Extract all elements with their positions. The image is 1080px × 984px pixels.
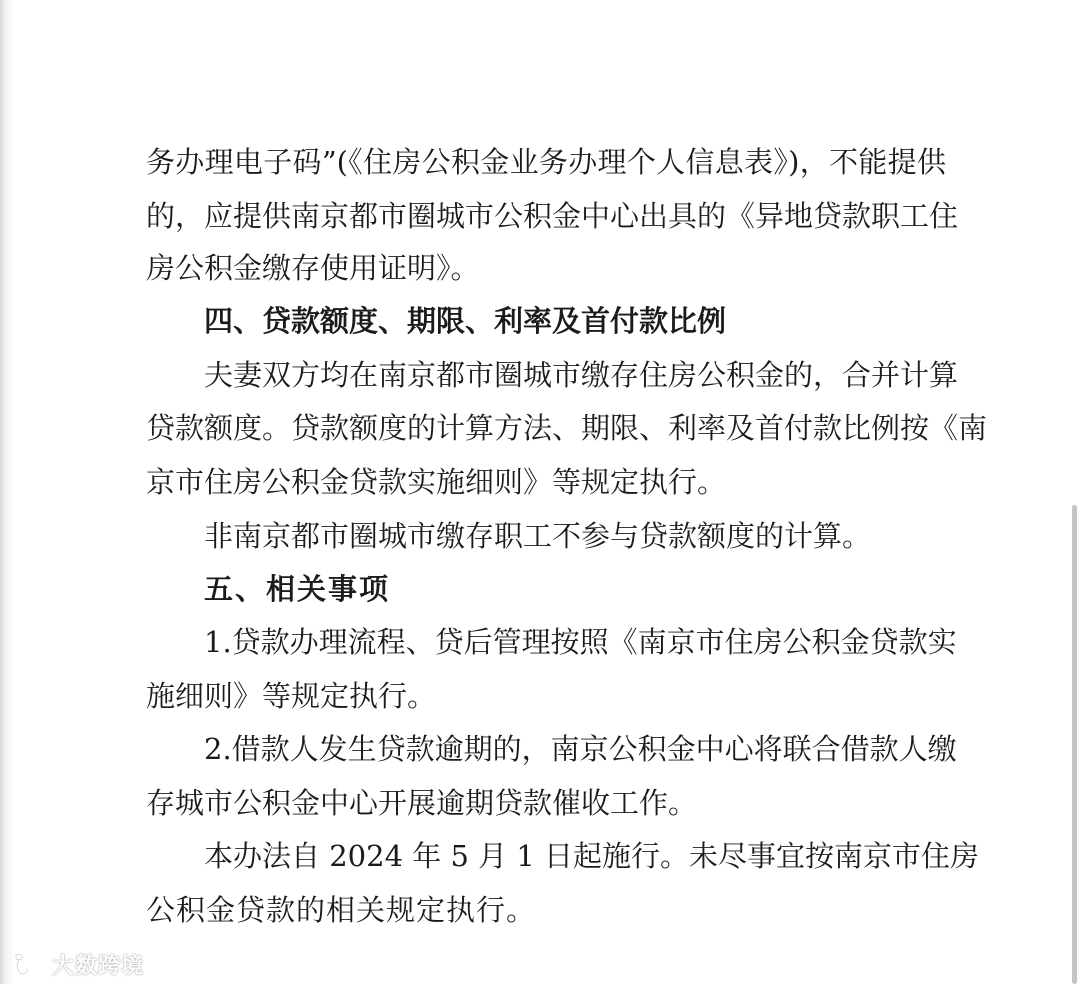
vertical-scrollbar[interactable] — [1072, 505, 1077, 984]
body-line: 务办理电子码”(《住房公积金业务办理个人信息表》)，不能提供 — [146, 145, 946, 179]
body-line: 贷款额度。贷款额度的计算方法、期限、利率及首付款比例按《南 — [146, 411, 988, 445]
body-line: 的，应提供南京都市圈城市公积金中心出具的《异地贷款职工住 — [146, 199, 959, 233]
watermark — [12, 948, 144, 980]
section-heading-4: 四、贷款额度、期限、利率及首付款比例 — [204, 304, 727, 338]
effective-date-cont: 公积金贷款的相关规定执行。 — [146, 893, 537, 927]
body-line: 房公积金缴存使用证明》。 — [146, 251, 480, 285]
body-line: 夫妻双方均在南京都市圈城市缴存住房公积金的，合并计算 — [204, 358, 959, 392]
dashuju-logo-icon — [12, 951, 46, 977]
watermark-text: 大数跨境 — [52, 953, 145, 979]
list-item-1-cont: 施细则》等规定执行。 — [146, 679, 437, 713]
section-heading-5: 五、相关事项 — [204, 572, 391, 606]
body-line: 京市住房公积金贷款实施细则》等规定执行。 — [146, 465, 727, 499]
effective-date-line: 本办法自 2024 年 5 月 1 日起施行。未尽事宜按南京市住房 — [204, 839, 980, 873]
body-line: 非南京都市圈城市缴存职工不参与贷款额度的计算。 — [204, 519, 872, 553]
list-item-1: 1.贷款办理流程、贷后管理按照《南京市住房公积金贷款实 — [204, 625, 957, 659]
list-item-2-cont: 存城市公积金中心开展逾期贷款催收工作。 — [146, 786, 698, 820]
list-item-2: 2.借款人发生贷款逾期的，南京公积金中心将联合借款人缴 — [204, 732, 957, 766]
